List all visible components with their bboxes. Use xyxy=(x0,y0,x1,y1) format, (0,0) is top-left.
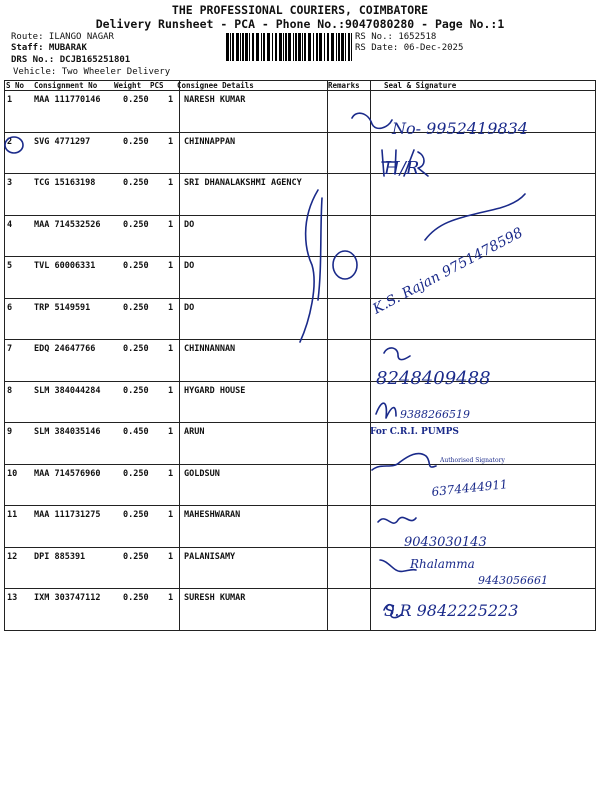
row10-stamp: Authorised Signatory xyxy=(440,457,505,464)
row7-signature xyxy=(384,348,410,360)
cell-consignee: SRI DHANALAKSHMI AGENCY xyxy=(184,178,302,188)
cell-sno: 1 xyxy=(7,95,13,105)
barcode-bar xyxy=(308,33,311,61)
cell-consignee: DO xyxy=(184,220,195,230)
row1-handwriting: No- 9952419834 xyxy=(392,119,528,138)
barcode-bar xyxy=(279,33,282,61)
barcode-bar xyxy=(331,33,334,61)
cell-pcs: 1 xyxy=(168,427,174,437)
barcode-bar xyxy=(351,33,352,61)
staff-label: Staff: MUBARAK xyxy=(11,43,87,53)
column-header-remarks: Remarks xyxy=(328,81,360,90)
cell-pcs: 1 xyxy=(168,95,174,105)
cell-sno: 3 xyxy=(7,178,13,188)
barcode-bar xyxy=(272,33,273,61)
row9-stamp: For C.R.I. PUMPS xyxy=(370,427,459,437)
cell-pcs: 1 xyxy=(168,386,174,396)
column-header-sno: S No xyxy=(6,81,25,90)
row7-handwriting: 8248409488 xyxy=(376,368,491,389)
row13-signature xyxy=(384,605,402,618)
barcode-bar xyxy=(313,33,314,61)
row4-6-signature xyxy=(425,194,525,240)
cell-pcs: 1 xyxy=(168,303,174,313)
cell-sno: 13 xyxy=(7,593,18,603)
barcode-bar xyxy=(316,33,318,61)
row4-6-handwriting: K.S. Rajan 9751478598 xyxy=(370,224,526,318)
barcode-bar xyxy=(283,33,284,61)
row-divider xyxy=(4,215,596,216)
cell-weight: 0.450 xyxy=(123,427,149,437)
runsheet-subtitle: Delivery Runsheet - PCA - Phone No.:9047080280 - Page No.:1 xyxy=(95,17,505,31)
row-divider xyxy=(4,132,596,133)
table-bottom-border xyxy=(4,630,596,631)
cell-consignee: ARUN xyxy=(184,427,205,437)
row8-handwriting: 9388266519 xyxy=(400,408,470,421)
row10-signature xyxy=(372,454,436,470)
barcode-bar xyxy=(256,33,259,61)
row-divider xyxy=(4,422,596,423)
barcode-bar xyxy=(261,33,262,61)
cell-consignment: DPI 885391 xyxy=(34,552,86,562)
row10-handwriting: 6374444911 xyxy=(430,477,509,499)
cell-pcs: 1 xyxy=(168,552,174,562)
row-divider xyxy=(4,464,596,465)
barcode-bar xyxy=(226,33,229,61)
barcode-bar xyxy=(252,33,254,61)
cell-weight: 0.250 xyxy=(123,510,149,520)
row12-name-handwriting: Rhalamma xyxy=(410,557,475,571)
company-title: THE PROFESSIONAL COURIERS, COIMBATORE xyxy=(171,3,429,17)
column-header-consignee: Consignee Details xyxy=(177,81,254,90)
cell-sno: 9 xyxy=(7,427,13,437)
barcode-bar xyxy=(285,33,287,61)
cell-consignee: CHINNAPPAN xyxy=(184,137,236,147)
barcode-bar xyxy=(263,33,265,61)
cell-consignment: MAA 714532526 xyxy=(34,220,101,230)
cell-consignee: DO xyxy=(184,261,195,271)
cell-weight: 0.250 xyxy=(123,469,149,479)
cell-consignee: SURESH KUMAR xyxy=(184,593,246,603)
row11-handwriting: 9043030143 xyxy=(404,535,487,550)
barcode-bar xyxy=(288,33,291,61)
barcode-bar xyxy=(304,33,306,61)
row2-handwriting: H/R xyxy=(384,158,420,179)
cell-consignment: EDQ 24647766 xyxy=(34,344,96,354)
cell-consignment: MAA 111770146 xyxy=(34,95,101,105)
barcode-bar xyxy=(302,33,303,61)
cell-consignee: GOLDSUN xyxy=(184,469,220,479)
cell-consignment: MAA 111731275 xyxy=(34,510,101,520)
cell-consignment: IXM 303747112 xyxy=(34,593,101,603)
row11-signature xyxy=(378,517,416,523)
row-divider xyxy=(4,588,596,589)
barcode-bar xyxy=(327,33,329,61)
cell-consignee: MAHESHWARAN xyxy=(184,510,241,520)
cell-consignment: TCG 15163198 xyxy=(34,178,96,188)
drs-number: DRS No.: DCJB165251801 xyxy=(11,55,131,65)
barcode-bar xyxy=(338,33,340,61)
cell-weight: 0.250 xyxy=(123,303,149,313)
row-divider xyxy=(4,381,596,382)
row-divider xyxy=(4,298,596,299)
column-header-seal: Seal & Signature xyxy=(384,81,457,90)
cell-pcs: 1 xyxy=(168,344,174,354)
cell-pcs: 1 xyxy=(168,137,174,147)
barcode-bar xyxy=(232,33,234,61)
barcode-bar xyxy=(345,33,346,61)
cell-weight: 0.250 xyxy=(123,137,149,147)
barcode-bar xyxy=(293,33,294,61)
barcode-bar xyxy=(295,33,297,61)
vehicle-label: Vehicle: Two Wheeler Delivery xyxy=(13,67,171,77)
cell-pcs: 1 xyxy=(168,593,174,603)
column-header-weight: Weight xyxy=(114,81,142,90)
cell-sno: 6 xyxy=(7,303,13,313)
row-divider xyxy=(4,547,596,548)
cell-sno: 7 xyxy=(7,344,13,354)
barcode-bar xyxy=(348,33,350,61)
barcode-bar xyxy=(236,33,239,61)
cell-weight: 0.250 xyxy=(123,386,149,396)
cell-weight: 0.250 xyxy=(123,95,149,105)
barcode-bar xyxy=(240,33,241,61)
cell-weight: 0.250 xyxy=(123,593,149,603)
cell-consignee: NARESH KUMAR xyxy=(184,95,246,105)
cell-consignment: TVL 60006331 xyxy=(34,261,96,271)
cell-sno: 12 xyxy=(7,552,18,562)
cell-weight: 0.250 xyxy=(123,261,149,271)
rs-number: RS No.: 1652518 xyxy=(355,32,437,42)
barcode-bar xyxy=(267,33,270,61)
cell-consignee: CHINNANNAN xyxy=(184,344,236,354)
barcode-bar xyxy=(319,33,322,61)
barcode-bar xyxy=(242,33,244,61)
cell-sno: 10 xyxy=(7,469,18,479)
barcode-image xyxy=(226,33,352,61)
cell-weight: 0.250 xyxy=(123,552,149,562)
cell-sno: 2 xyxy=(7,137,13,147)
cell-consignment: MAA 714576960 xyxy=(34,469,101,479)
row12-signature xyxy=(380,560,416,571)
barcode-bar xyxy=(230,33,231,61)
cell-sno: 5 xyxy=(7,261,13,271)
barcode-bar xyxy=(336,33,337,61)
cell-pcs: 1 xyxy=(168,510,174,520)
barcode-bar xyxy=(341,33,344,61)
row-divider xyxy=(4,256,596,257)
cell-consignee: HYGARD HOUSE xyxy=(184,386,246,396)
column-header-pcs: PCS xyxy=(150,81,164,90)
row1-signature xyxy=(352,113,392,128)
cell-consignment: TRP 5149591 xyxy=(34,303,91,313)
row-divider xyxy=(4,173,596,174)
cell-consignee: DO xyxy=(184,303,195,313)
cell-weight: 0.250 xyxy=(123,178,149,188)
row4-6-bracket-mark xyxy=(300,190,318,342)
cell-sno: 8 xyxy=(7,386,13,396)
cell-sno: 4 xyxy=(7,220,13,230)
rs-date: RS Date: 06-Dec-2025 xyxy=(355,43,464,53)
cell-sno: 11 xyxy=(7,510,18,520)
cell-consignment: SLM 384044284 xyxy=(34,386,101,396)
row12-handwriting: 9443056661 xyxy=(478,574,548,587)
barcode-bar xyxy=(249,33,250,61)
barcode-bar xyxy=(324,33,325,61)
cell-consignment: SLM 384035146 xyxy=(34,427,101,437)
row-divider xyxy=(4,505,596,506)
barcode-bar xyxy=(298,33,301,61)
route-label: Route: ILANGO NAGAR xyxy=(11,32,114,42)
cell-consignee: PALANISAMY xyxy=(184,552,236,562)
cell-pcs: 1 xyxy=(168,220,174,230)
cell-weight: 0.250 xyxy=(123,220,149,230)
barcode-bar xyxy=(275,33,277,61)
cell-pcs: 1 xyxy=(168,178,174,188)
cell-consignment: SVG 4771297 xyxy=(34,137,91,147)
cell-weight: 0.250 xyxy=(123,344,149,354)
row-divider xyxy=(4,339,596,340)
table-header-border xyxy=(4,90,596,91)
barcode-bar xyxy=(245,33,248,61)
row8-signature xyxy=(376,403,396,418)
cell-pcs: 1 xyxy=(168,261,174,271)
column-header-consignment: Consignment No xyxy=(34,81,98,90)
row13-handwriting: S.R 9842225223 xyxy=(384,601,519,620)
cell-pcs: 1 xyxy=(168,469,174,479)
